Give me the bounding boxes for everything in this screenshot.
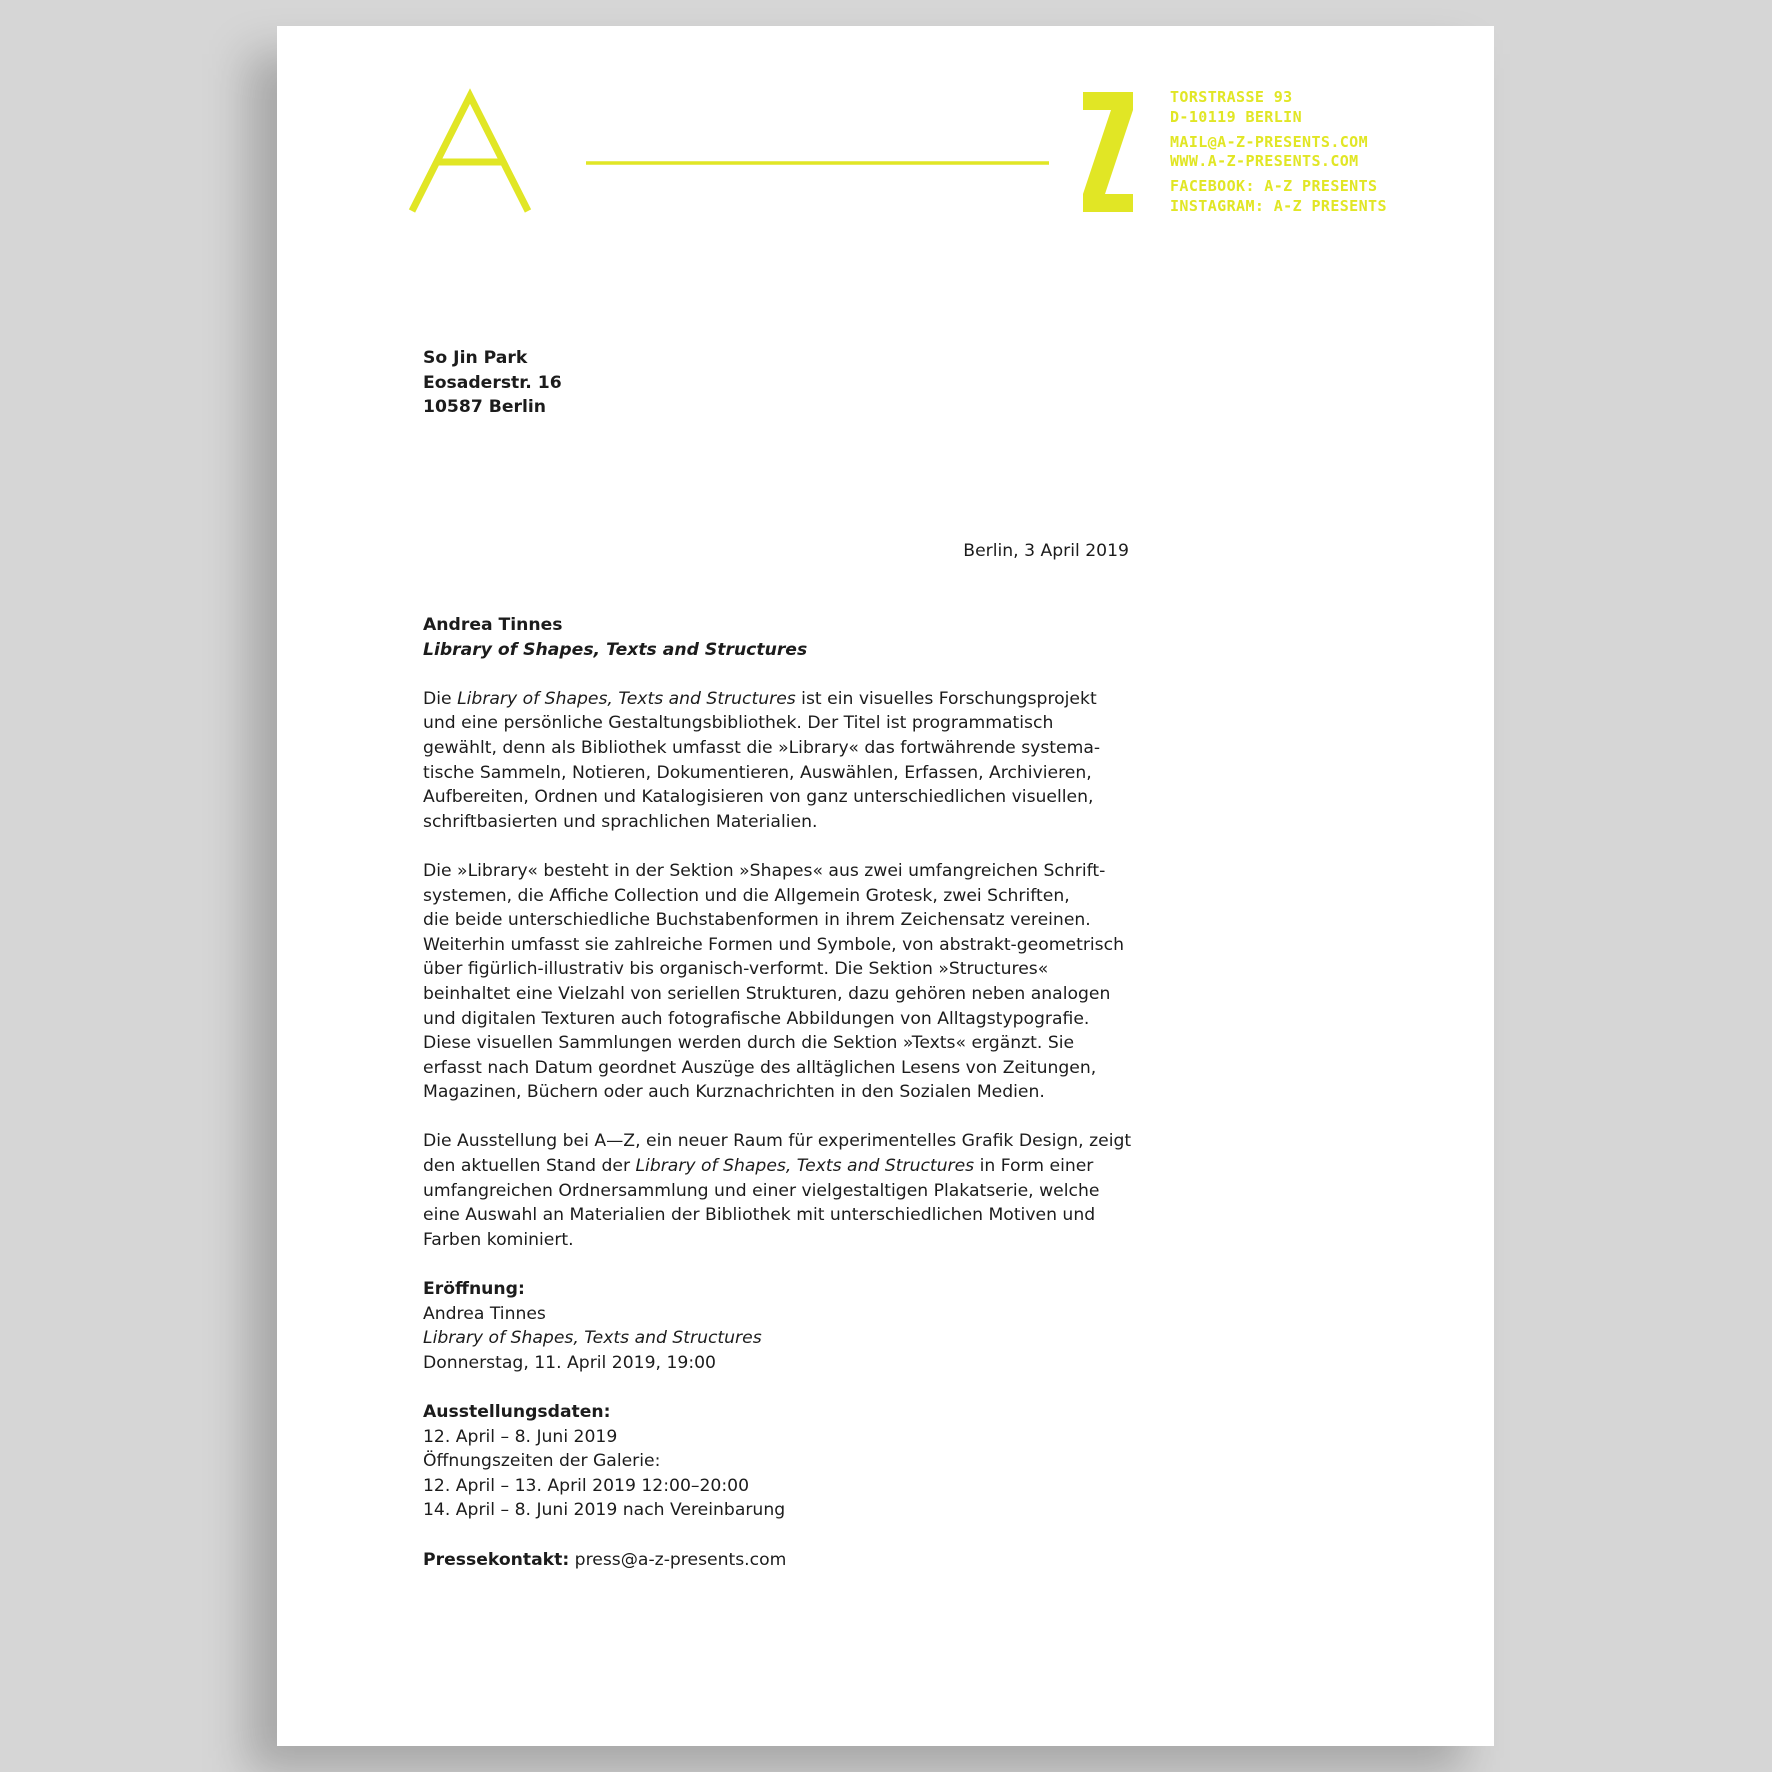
paragraph-line: über figürlich-illustrativ bis organisch-verformt. Die Sektion »Structures« xyxy=(423,959,1049,980)
opening-title: Library of Shapes, Texts and Structures xyxy=(423,1328,762,1349)
press-line xyxy=(423,1548,1133,1573)
text-span: den aktuellen Stand der xyxy=(423,1156,636,1177)
opening-artist: Andrea Tinnes xyxy=(423,1303,546,1324)
paragraph-line xyxy=(423,687,1133,712)
opening-label: Eröffnung: xyxy=(423,1279,525,1300)
paragraph-line: beinhaltet eine Vielzahl von seriellen Strukturen, dazu gehören neben analogen xyxy=(423,983,1111,1004)
sender-city: D-10119 BERLIN xyxy=(1170,107,1303,126)
paragraph-line: erfasst nach Datum geordnet Auszüge des alltäglichen Lesens von Zeitungen, xyxy=(423,1057,1097,1078)
letter-heading xyxy=(423,613,1133,662)
letter-date: Berlin, 3 April 2019 xyxy=(963,541,1129,561)
paragraph-line: gewählt, denn als Bibliothek umfasst die »Library« das fortwährende systema- xyxy=(423,737,1101,758)
paragraph-intro xyxy=(423,687,1133,835)
paragraph-sections xyxy=(423,859,1133,1105)
paragraph-line: und eine persönliche Gestaltungsbibliothek. Der Titel ist programmatisch xyxy=(423,713,1054,734)
paragraph-line: Magazinen, Büchern oder auch Kurznachrichten in den Sozialen Medien. xyxy=(423,1082,1045,1103)
paragraph-line: systemen, die Affiche Collection und die Allgemein Grotesk, zwei Schriften, xyxy=(423,885,1070,906)
dates-range: 12. April – 8. Juni 2019 xyxy=(423,1426,618,1447)
opening-info xyxy=(423,1277,1133,1375)
recipient-city: 10587 Berlin xyxy=(423,397,547,418)
paragraph-line: umfangreichen Ordnersammlung und einer vielgestaltigen Plakatserie, welche xyxy=(423,1180,1100,1201)
sender-mail: MAIL@A-Z-PRESENTS.COM xyxy=(1170,132,1369,151)
project-title: Library of Shapes, Texts and Structures xyxy=(635,1156,975,1177)
sender-instagram: INSTAGRAM: A-Z PRESENTS xyxy=(1170,196,1387,215)
paragraph-line: schriftbasierten und sprachlichen Materialien. xyxy=(423,811,818,832)
opening-datetime: Donnerstag, 11. April 2019, 19:00 xyxy=(423,1352,716,1373)
heading-title: Library of Shapes, Texts and Structures xyxy=(423,639,808,660)
letter-body xyxy=(423,613,1133,1597)
sender-street: TORSTRASSE 93 xyxy=(1170,88,1293,106)
press-contact xyxy=(423,1548,1133,1573)
project-title: Library of Shapes, Texts and Structures xyxy=(457,688,796,709)
text-span: in Form einer xyxy=(974,1156,1094,1177)
sender-contact-block xyxy=(1170,88,1387,222)
paragraph-line: Die »Library« besteht in der Sektion »Shapes« aus zwei umfangreichen Schrift- xyxy=(423,860,1106,881)
dates-label: Ausstellungsdaten: xyxy=(423,1402,611,1422)
paragraph-line: eine Auswahl an Materialien der Bibliothek mit unterschiedlichen Motiven und xyxy=(423,1205,1096,1226)
paragraph-line: die beide unterschiedliche Buchstabenformen in ihrem Zeichensatz vereinen. xyxy=(423,910,1091,931)
exhibition-dates xyxy=(423,1400,1133,1523)
hours-line: 14. April – 8. Juni 2019 nach Vereinbarung xyxy=(423,1500,786,1521)
text-span: ist ein visuelles Forschungsprojekt xyxy=(795,688,1097,709)
letter-page xyxy=(277,26,1494,1746)
paragraph-line: Die Ausstellung bei A—Z, ein neuer Raum für experimentelles Grafik Design, zeigt xyxy=(423,1131,1132,1152)
sender-address xyxy=(1170,88,1387,127)
paragraph-line: tische Sammeln, Notieren, Dokumentieren, Auswählen, Erfassen, Archivieren, xyxy=(423,762,1092,783)
paragraph-exhibition xyxy=(423,1129,1133,1252)
recipient-street: Eosaderstr. 16 xyxy=(423,372,562,393)
paragraph-line: Weiterhin umfasst sie zahlreiche Formen und Symbole, von abstrakt-geometrisch xyxy=(423,934,1124,955)
recipient-address xyxy=(423,346,1133,420)
hours-label: Öffnungszeiten der Galerie: xyxy=(423,1451,661,1472)
sender-web xyxy=(1170,133,1387,172)
paragraph-line: Aufbereiten, Ordnen und Katalogisieren von ganz unterschiedlichen visuellen, xyxy=(423,787,1094,808)
logo-letter-a xyxy=(412,96,528,211)
sender-facebook: FACEBOOK: A-Z PRESENTS xyxy=(1170,177,1378,195)
press-email: press@a-z-presents.com xyxy=(569,1549,787,1570)
paragraph-line xyxy=(423,1154,1133,1179)
sender-social xyxy=(1170,177,1387,216)
heading-name: Andrea Tinnes xyxy=(423,615,563,635)
text-span: Die xyxy=(423,688,458,709)
paragraph-line: Farben kominiert. xyxy=(423,1229,574,1250)
paragraph-line: und digitalen Texturen auch fotografische Abbildungen von Alltagstypografie. xyxy=(423,1008,1090,1029)
recipient-name: So Jin Park xyxy=(423,348,528,368)
paragraph-line: Diese visuellen Sammlungen werden durch die Sektion »Texts« ergänzt. Sie xyxy=(423,1033,1075,1054)
press-label: Pressekontakt: xyxy=(423,1549,570,1570)
sender-website: WWW.A-Z-PRESENTS.COM xyxy=(1170,152,1359,170)
logo-letter-z xyxy=(1083,92,1133,212)
hours-line: 12. April – 13. April 2019 12:00–20:00 xyxy=(423,1475,750,1496)
